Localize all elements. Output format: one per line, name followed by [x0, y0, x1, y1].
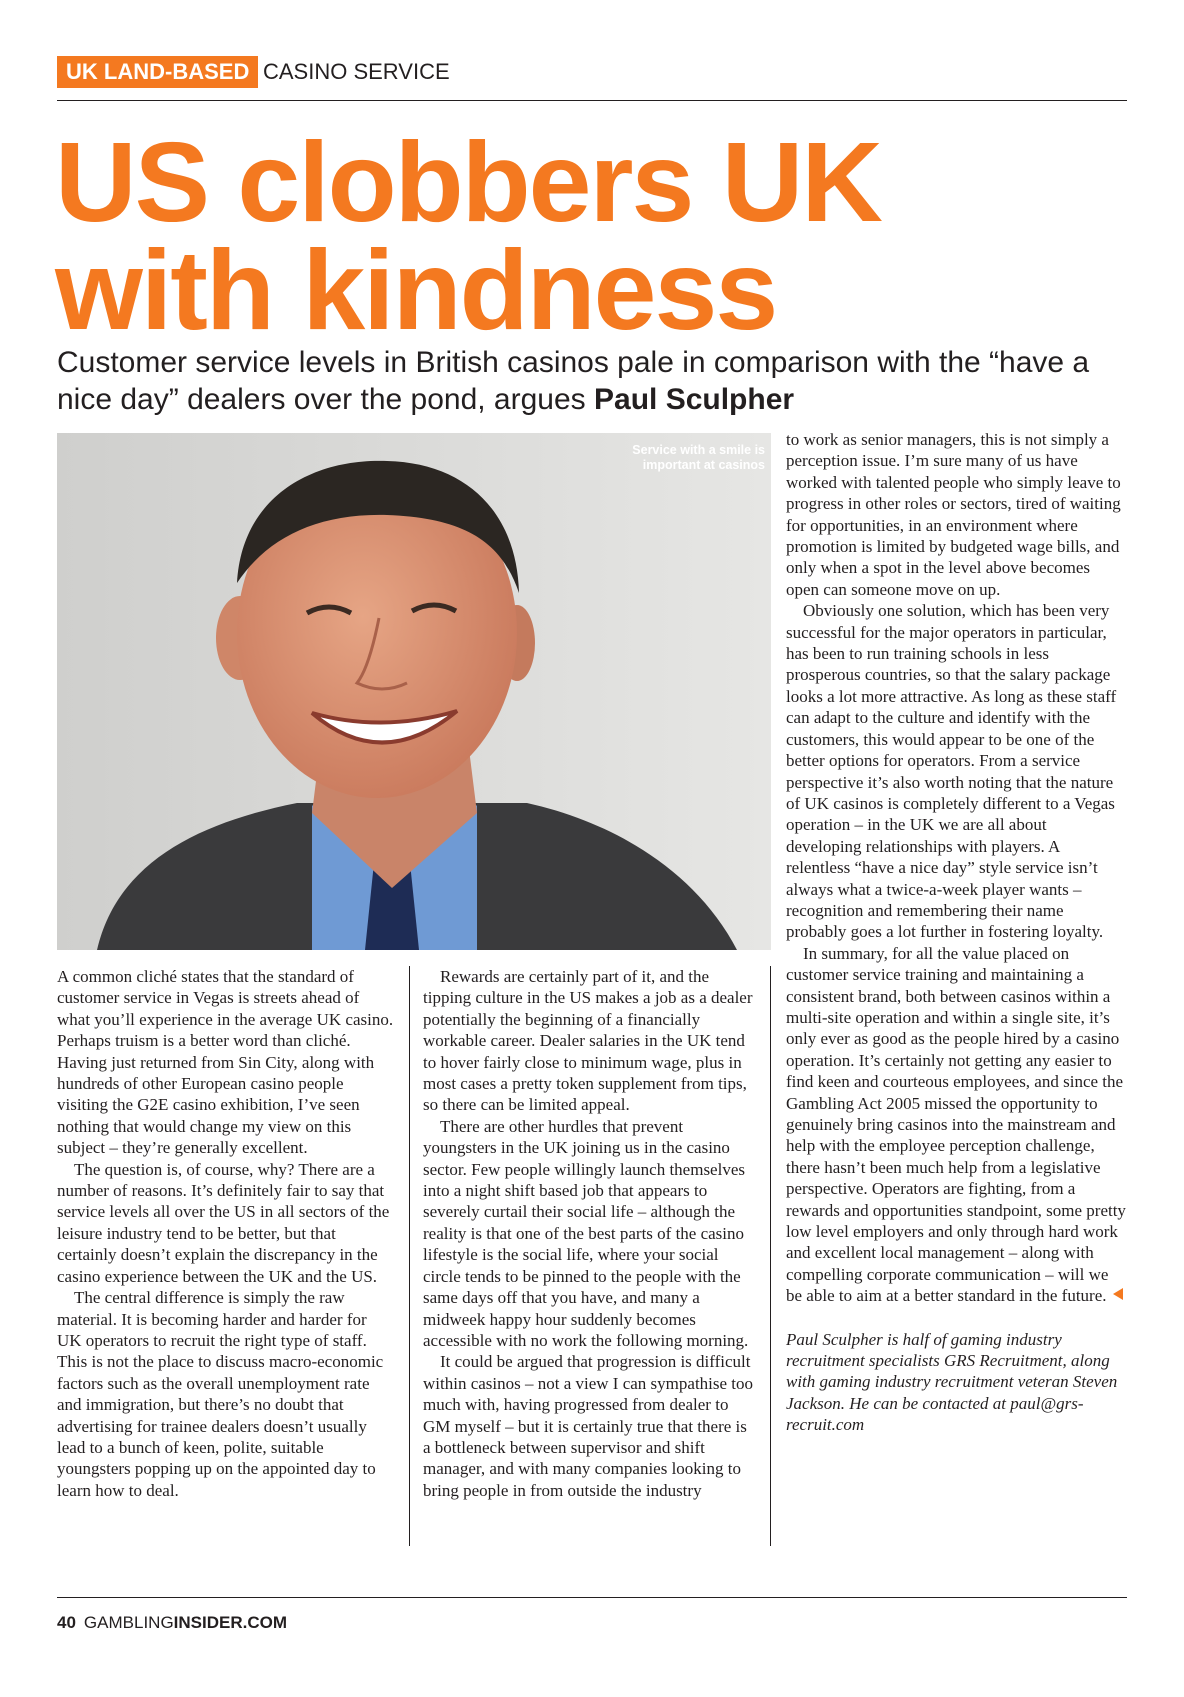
section-name: CASINO SERVICE — [263, 59, 450, 84]
photo-caption: Service with a smile is important at casinos — [632, 443, 765, 472]
column-divider — [409, 966, 410, 1546]
headline-line-1: US clobbers UK — [55, 119, 881, 245]
paragraph: A common cliché states that the standard of customer service in Vegas is streets ahead of what you’ll experience in the average UK casino. Perhaps truism is a better word than cliché. Having just returned from Sin City, along with hundreds of other European casino people visiting the G2E casino exhibition, I’ve seen nothing that would change my view on this subject – they’re generally excellent. — [57, 967, 394, 1158]
column-divider — [770, 966, 771, 1546]
footer — [57, 1612, 287, 1634]
article-column-1 — [57, 966, 395, 1501]
paragraph — [786, 943, 1126, 1307]
end-of-article-icon — [1113, 1288, 1123, 1300]
author-bio: Paul Sculpher is half of gaming industry recruitment specialists GRS Recruitment, along with gaming industry recruitment veteran Steven Jackson. He can be contacted at paul@grs-recruit.com — [786, 1329, 1118, 1435]
brand-name-light: GAMBLING — [83, 1613, 174, 1632]
paragraph-text: In summary, for all the value placed on customer service training and maintaining a consistent brand, both between casinos within a multi-site operation and within a single site, it’s only ever as good as the people hired by a casino operation. It’s certainly not getting any easier to find keen and courteous employees, and since the Gambling Act 2005 missed the opportunity to genuinely bring casinos into the mainstream and help with the employee perception challenge, there hasn’t been much help from a legislative perspective. Operators are fighting, from a rewards and opportunities standpoint, some pretty low level employers and only through hard work and excellent local management – along with compelling corporate communication – will we be able to aim at a better standard in the future. — [786, 943, 1126, 1306]
standfirst-author: Paul Sculpher — [594, 383, 795, 416]
paragraph: Obviously one solution, which has been very successful for the major operators in particular, has been to run training schools in less prosperous countries, so that the salary package looks a lot more attractive. As long as these staff can adapt to the culture and identify with the customers, this would appear to be one of the better options for operators. From a service perspective it’s also worth noting that the nature of UK casinos is completely different to a Vegas operation – in the UK we are all about developing relationships with players. A relentless “have a nice day” style service isn’t always what a twice-a-week player wants – recognition and remembering their name probably goes a lot further in fostering loyalty. — [786, 601, 1117, 942]
section-tag: UK LAND-BASED — [57, 56, 258, 88]
headline — [55, 119, 1135, 353]
paragraph: to work as senior managers, this is not simply a perception issue. I’m sure many of us have worked with talented people who simply leave to progress in other roles or sectors, tired of waiting for opportunities, in an environment where promotion is limited by budgeted wage bills, and only when a spot in the level above becomes open can someone move on up. — [786, 430, 1121, 599]
paragraph: There are other hurdles that prevent youngsters in the UK joining us in the casino sector. Few people willingly launch themselves into a night shift based job that appears to severely curtail their social life – although the reality is that one of the best parts of the casino lifestyle is the social life, where your social circle tends to be pinned to the people with the same days off that you have, and many a midweek happy hour suddenly becomes accessible with no work the following morning. — [423, 1116, 749, 1350]
brand-name-bold: INSIDER.COM — [173, 1613, 288, 1632]
page-number: 40 — [57, 1613, 76, 1632]
standfirst-text: Customer service levels in British casinos pale in comparison with the “have a nice day” dealers over the pond, argues — [57, 346, 1090, 416]
article-column-3 — [786, 429, 1126, 1436]
header-rule — [57, 100, 1127, 101]
paragraph: It could be argued that progression is difficult within casinos – not a view I can sympathise too much with, having progressed from dealer to GM myself – but it is certainly true that there is a bottleneck between supervisor and shift manager, and with many companies looking to bring people in from outside the industry — [423, 1352, 754, 1500]
paragraph: The central difference is simply the raw material. It is becoming harder and harder for UK operators to recruit the right type of staff. This is not the place to discuss macro-economic factors such as the overall unemployment rate and immigration, but there’s no doubt that advertising for trainee dealers doesn’t usually lead to a bunch of keen, polite, suitable youngsters popping up on the appointed day to learn how to deal. — [57, 1288, 384, 1500]
paragraph: Rewards are certainly part of it, and the tipping culture in the US makes a job as a dealer potentially the beginning of a financially workable career. Dealer salaries in the UK tend to hover fairly close to minimum wage, plus in most cases a pretty token supplement from tips, so there can be limited appeal. — [423, 967, 753, 1115]
standfirst — [57, 344, 1117, 418]
headline-line-2: with kindness — [55, 227, 777, 353]
paragraph: The question is, of course, why? There are a number of reasons. It’s definitely fair to say that service levels all over the US in all sectors of the leisure industry tend to be better, but that certainly doesn’t explain the discrepancy in the casino experience between the UK and the US. — [57, 1159, 390, 1286]
footer-rule — [57, 1597, 1127, 1598]
article-column-2 — [423, 966, 758, 1501]
author-photo — [57, 433, 771, 950]
